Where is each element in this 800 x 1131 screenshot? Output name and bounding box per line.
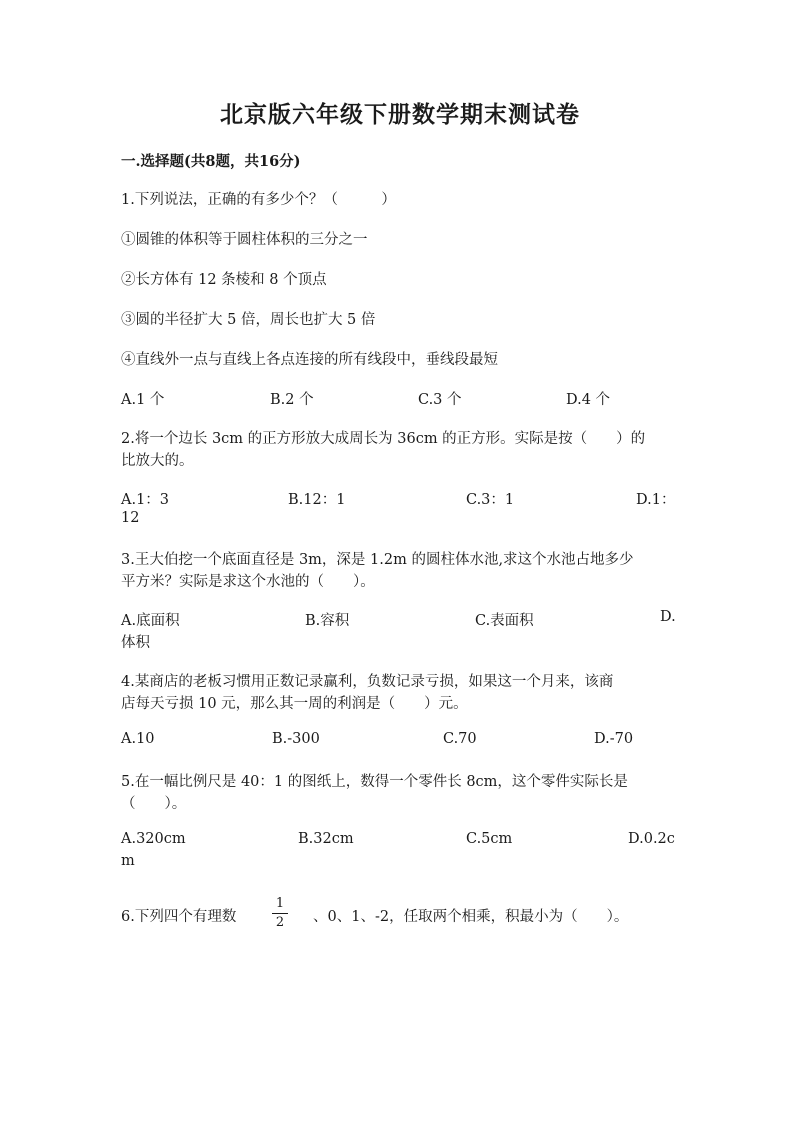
q4-stem-line-2: 店每天亏损 10 元，那么其一周的利润是（ ）元。 <box>121 696 468 712</box>
q2-stem-line-1: 2.将一个边长 3cm 的正方形放大成周长为 36cm 的正方形。实际是按（ ）的 <box>121 431 646 447</box>
q2-option-a: A.1：3 <box>121 492 170 508</box>
page-title: 北京版六年级下册数学期末测试卷 <box>220 101 580 128</box>
q4-stem-line-1: 4.某商店的老板习惯用正数记录赢利，负数记录亏损，如果这一个月来，该商 <box>121 674 614 690</box>
q1-option-a: A.1 个 <box>121 392 165 408</box>
section-heading: 一.选择题(共8题，共16分) <box>121 153 301 170</box>
q1-statement-1: ①圆锥的体积等于圆柱体积的三分之一 <box>121 232 368 248</box>
q3-option-wrap: 体积 <box>121 635 150 651</box>
q3-option-c: C.表面积 <box>475 613 534 629</box>
q2-option-c: C.3：1 <box>466 492 515 508</box>
q5-option-b: B.32cm <box>298 831 354 847</box>
q1-statement-2: ②长方体有 12 条棱和 8 个顶点 <box>121 272 327 288</box>
q1-stem: 1.下列说法，正确的有多少个？（ ） <box>121 192 396 208</box>
q3-option-a: A.底面积 <box>121 613 180 629</box>
q1-option-c: C.3 个 <box>418 392 462 408</box>
q3-option-b: B.容积 <box>305 613 350 629</box>
q1-statement-4: ④直线外一点与直线上各点连接的所有线段中，垂线段最短 <box>121 352 498 368</box>
fraction-numerator: 1 <box>275 896 285 911</box>
q4-option-d: D.-70 <box>594 731 634 747</box>
q1-statement-3: ③圆的半径扩大 5 倍，周长也扩大 5 倍 <box>121 312 376 328</box>
q5-stem-line-1: 5.在一幅比例尺是 40：1 的图纸上，数得一个零件长 8cm，这个零件实际长是 <box>121 774 628 790</box>
fraction-bar <box>272 913 288 914</box>
q3-stem-line-1: 3.王大伯挖一个底面直径是 3m，深是 1.2m 的圆柱体水池,求这个水池占地多少 <box>121 552 634 568</box>
q2-option-wrap: 12 <box>121 510 140 526</box>
q4-option-b: B.-300 <box>272 731 320 747</box>
q1-option-d: D.4 个 <box>566 392 611 408</box>
q6-stem-before: 6.下列四个有理数 <box>121 909 237 925</box>
q5-option-d: D.0.2c <box>628 831 675 847</box>
q6-fraction <box>272 896 288 931</box>
q5-option-a: A.320cm <box>121 831 186 847</box>
q1-option-b: B.2 个 <box>270 392 314 408</box>
q5-stem-line-2: （ ）。 <box>121 796 187 812</box>
q2-stem-line-2: 比放大的。 <box>121 453 194 469</box>
q4-option-a: A.10 <box>121 731 155 747</box>
q2-option-d: D.1： <box>636 492 676 508</box>
q5-option-wrap: m <box>121 853 135 869</box>
q5-option-c: C.5cm <box>466 831 513 847</box>
q6-stem-after: 、0、1、-2，任取两个相乘，积最小为（ ）。 <box>313 909 629 925</box>
q3-option-d: D. <box>660 609 676 625</box>
q3-stem-line-2: 平方米？实际是求这个水池的（ ）。 <box>121 574 375 590</box>
q4-option-c: C.70 <box>443 731 477 747</box>
q2-option-b: B.12：1 <box>288 492 346 508</box>
fraction-denominator: 2 <box>275 915 285 930</box>
